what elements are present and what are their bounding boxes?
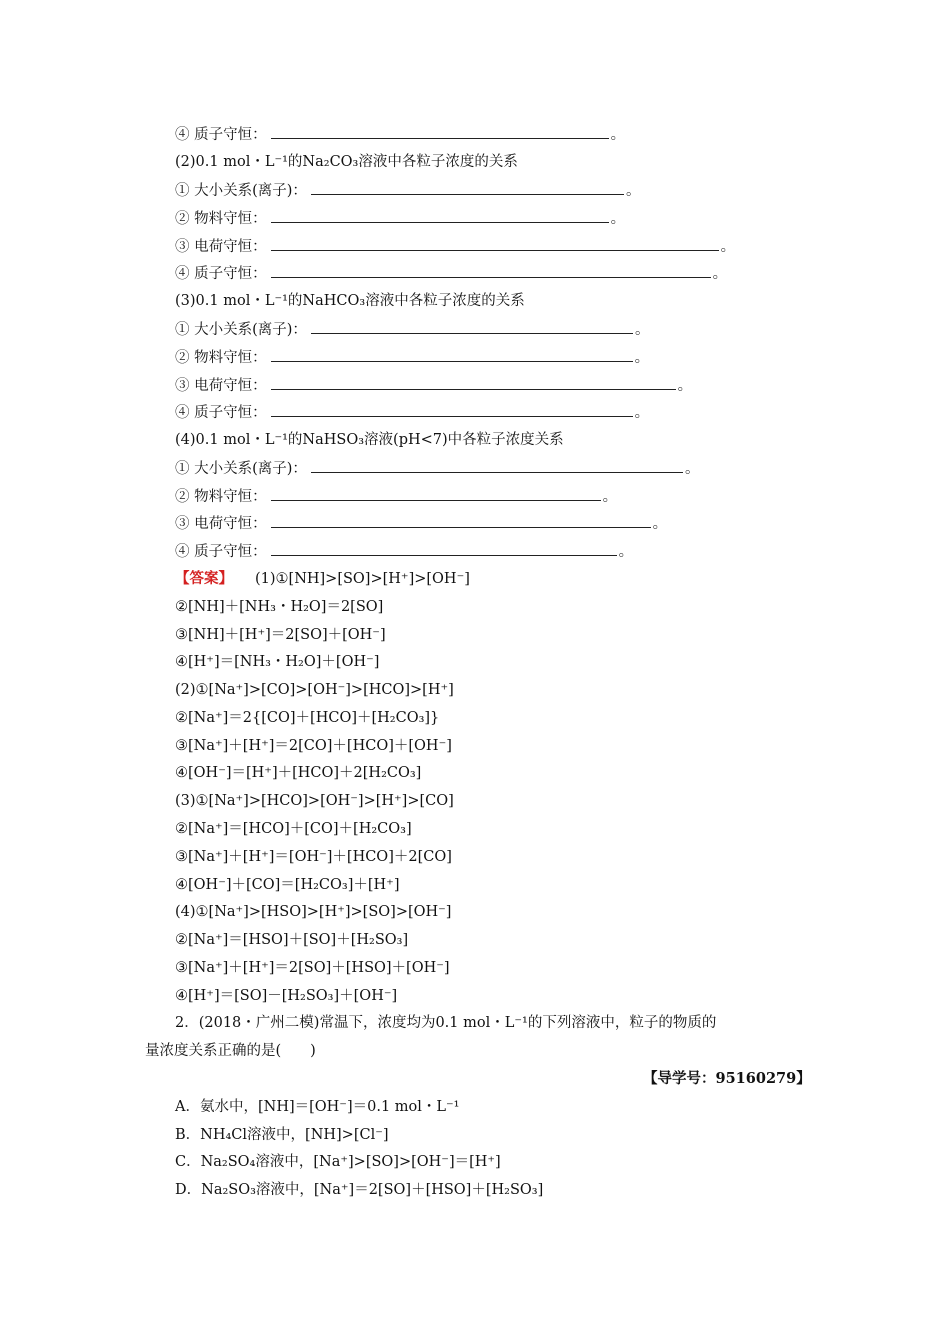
answer-line: ③[Na⁺]＋[H⁺]＝[OH⁻]＋[HCO]＋2[CO]	[175, 849, 452, 865]
answer-blank[interactable]	[271, 263, 711, 278]
item-label: ③ 电荷守恒：	[175, 516, 267, 532]
blank-line-row	[175, 180, 640, 201]
period: 。	[618, 544, 634, 560]
period: 。	[610, 127, 626, 143]
answer-blank[interactable]	[311, 458, 683, 473]
period: 。	[610, 211, 626, 227]
blank-line-row	[175, 236, 735, 257]
answer-line: (3)①[Na⁺]>[HCO]>[OH⁻]>[H⁺]>[CO]	[175, 793, 454, 809]
blank-line-row	[175, 486, 617, 507]
blank-line-row	[175, 375, 692, 396]
item-label: ④ 质子守恒：	[175, 127, 267, 143]
item-label: ③ 电荷守恒：	[175, 378, 267, 394]
period: 。	[677, 378, 693, 394]
period: 。	[652, 516, 668, 532]
answer-line: ③[Na⁺]＋[H⁺]＝2[SO]＋[HSO]＋[OH⁻]	[175, 960, 450, 976]
option-b[interactable]: B．NH₄Cl溶液中，[NH]>[Cl⁻]	[175, 1127, 389, 1143]
option-a[interactable]: A．氨水中，[NH]＝[OH⁻]＝0.1 mol・L⁻¹	[175, 1099, 460, 1115]
answer-blank[interactable]	[311, 319, 633, 334]
blank-line-row	[175, 402, 649, 423]
blank-line-row	[175, 263, 727, 284]
period: 。	[625, 183, 641, 199]
answer-blank[interactable]	[271, 375, 676, 390]
period: 。	[634, 322, 650, 338]
blank-line-row	[175, 347, 649, 368]
answer-blank[interactable]	[271, 347, 633, 362]
item-label: ① 大小关系(离子)：	[175, 183, 307, 199]
period: 。	[602, 489, 618, 505]
question-stem: 2．(2018・广州二模)常温下，浓度均为0.1 mol・L⁻¹的下列溶液中，粒子的物质的	[175, 1015, 717, 1031]
item-label: ③ 电荷守恒：	[175, 239, 267, 255]
item-label: ④ 质子守恒：	[175, 266, 267, 282]
blank-line-row	[175, 458, 699, 479]
period: 。	[634, 405, 650, 421]
item-label: ① 大小关系(离子)：	[175, 322, 307, 338]
section-heading: (2)0.1 mol・L⁻¹的Na₂CO₃溶液中各粒子浓度的关系	[175, 154, 518, 170]
item-label: ② 物料守恒：	[175, 350, 267, 366]
item-label: ① 大小关系(离子)：	[175, 461, 307, 477]
answer-line: ③[Na⁺]＋[H⁺]＝2[CO]＋[HCO]＋[OH⁻]	[175, 738, 452, 754]
answer-blank[interactable]	[271, 124, 609, 139]
blank-line-row	[175, 319, 649, 340]
answer-line: ②[Na⁺]＝[HCO]＋[CO]＋[H₂CO₃]	[175, 821, 412, 837]
blank-line-row	[175, 124, 625, 145]
answer-blank[interactable]	[271, 236, 719, 251]
period: 。	[720, 239, 736, 255]
period: 。	[634, 350, 650, 366]
item-label: ② 物料守恒：	[175, 211, 267, 227]
answer-line: ④[OH⁻]＋[CO]＝[H₂CO₃]＋[H⁺]	[175, 877, 400, 893]
option-c[interactable]: C．Na₂SO₄溶液中，[Na⁺]>[SO]>[OH⁻]＝[H⁺]	[175, 1154, 501, 1170]
question-stem: 量浓度关系正确的是( )	[145, 1043, 316, 1059]
item-label: ② 物料守恒：	[175, 489, 267, 505]
answer-line: (2)①[Na⁺]>[CO]>[OH⁻]>[HCO]>[H⁺]	[175, 682, 454, 698]
blank-line-row	[175, 208, 625, 229]
option-d[interactable]: D．Na₂SO₃溶液中，[Na⁺]＝2[SO]＋[HSO]＋[H₂SO₃]	[175, 1182, 544, 1198]
answer-text: (1)①[NH]>[SO]>[H⁺]>[OH⁻]	[255, 571, 470, 587]
period: 。	[712, 266, 728, 282]
blank-line-row	[175, 541, 633, 562]
section-heading: (4)0.1 mol・L⁻¹的NaHSO₃溶液(pH<7)中各粒子浓度关系	[175, 432, 564, 448]
item-label: ④ 质子守恒：	[175, 544, 267, 560]
answer-line: ④[OH⁻]＝[H⁺]＋[HCO]＋2[H₂CO₃]	[175, 765, 422, 781]
answer-line: ②[Na⁺]＝[HSO]＋[SO]＋[H₂SO₃]	[175, 932, 409, 948]
answer-blank[interactable]	[271, 402, 633, 417]
answer-blank[interactable]	[271, 541, 617, 556]
answer-line: ④[H⁺]＝[SO]－[H₂SO₃]＋[OH⁻]	[175, 988, 398, 1004]
answer-blank[interactable]	[311, 180, 624, 195]
answer-blank[interactable]	[271, 513, 651, 528]
item-label: ④ 质子守恒：	[175, 405, 267, 421]
period: 。	[684, 461, 700, 477]
answer-tag: 【答案】	[175, 570, 233, 587]
answer-line: ③[NH]＋[H⁺]＝2[SO]＋[OH⁻]	[175, 627, 386, 643]
answer-line: ②[Na⁺]＝2{[CO]＋[HCO]＋[H₂CO₃]}	[175, 710, 440, 726]
answer-line: ④[H⁺]＝[NH₃・H₂O]＋[OH⁻]	[175, 654, 380, 670]
blank-line-row	[175, 513, 667, 534]
answer-blank[interactable]	[271, 486, 601, 501]
section-heading: (3)0.1 mol・L⁻¹的NaHCO₃溶液中各粒子浓度的关系	[175, 293, 525, 309]
guide-number: 【导学号：95160279】	[643, 1070, 811, 1087]
answer-line: (4)①[Na⁺]>[HSO]>[H⁺]>[SO]>[OH⁻]	[175, 904, 452, 920]
answer-first-line	[175, 569, 470, 589]
answer-blank[interactable]	[271, 208, 609, 223]
answer-line: ②[NH]＋[NH₃・H₂O]＝2[SO]	[175, 599, 384, 615]
